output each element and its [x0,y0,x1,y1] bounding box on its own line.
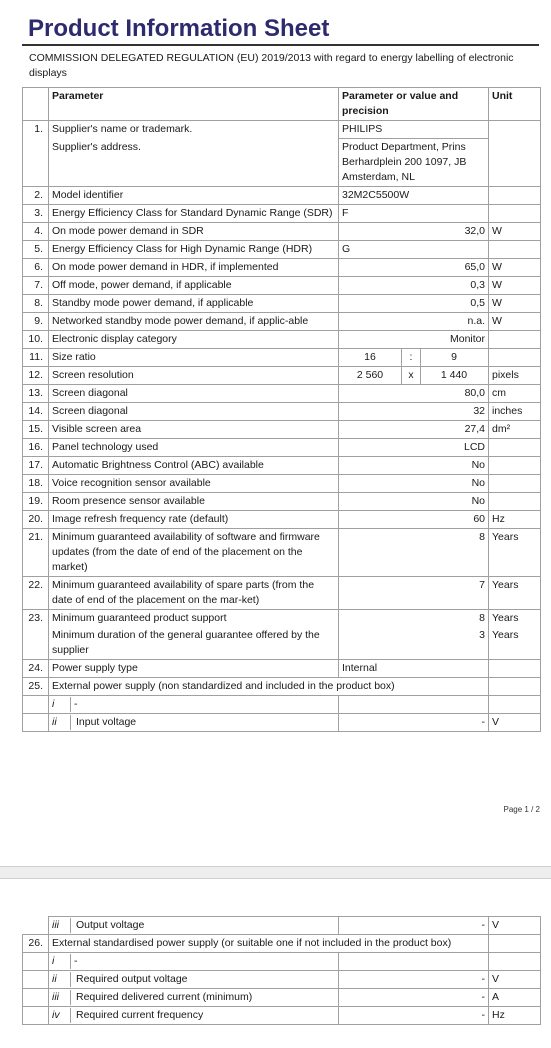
row-value: No [339,493,489,511]
row-unit [489,678,541,696]
row-value: 8 [339,529,489,577]
row-sub-parameter: Required current frequency [76,1009,204,1021]
row-parameter: Model identifier [49,187,339,205]
row-parameter: On mode power demand in HDR, if implemented [49,259,339,277]
row-parameter: Screen diagonal [49,403,339,421]
row-unit: Hz [489,511,541,529]
row-parameter [49,953,339,971]
row-parameter: Energy Efficiency Class for Standard Dynamic Range (SDR) [49,205,339,223]
resolution-separator: x [401,367,421,384]
row-unit [489,139,541,187]
table-row [23,1007,541,1025]
row-parameter: Supplier's address. [49,139,339,187]
row-parameter [49,971,339,989]
row-unit: Years [489,529,541,577]
row-unit [489,331,541,349]
resolution-height: 1 440 [440,369,468,381]
row-parameter: Automatic Brightness Control (ABC) available [49,457,339,475]
row-value: G [339,241,489,259]
row-number: 12. [23,367,49,385]
table-row [23,223,541,241]
row-parameter: Panel technology used [49,439,339,457]
row-number: 19. [23,493,49,511]
row-parameter: Energy Efficiency Class for High Dynamic Range (HDR) [49,241,339,259]
row-number: 1. [23,121,49,139]
row-number: 22. [23,577,49,610]
row-unit: A [489,989,541,1007]
row-parameter: Minimum guaranteed availability of spare parts (from the date of end of the placement on the mar-ket) [49,577,339,610]
row-number: 15. [23,421,49,439]
ratio-separator: : [401,349,421,366]
row-unit [489,439,541,457]
table-row [23,385,541,403]
row-value [339,696,489,714]
row-roman: ii [49,715,71,730]
header-parameter: Parameter [49,88,339,121]
row-unit [489,696,541,714]
row-number: 26. [23,935,49,953]
row-unit: pixels [489,367,541,385]
row-number [23,971,49,989]
table-row [23,313,541,331]
row-unit: Years [489,610,541,628]
row-unit [489,660,541,678]
row-parameter [49,989,339,1007]
row-unit: cm [489,385,541,403]
row-unit: dm² [489,421,541,439]
row-value: 0,5 [339,295,489,313]
title-divider [22,44,539,46]
row-value: - [339,971,489,989]
row-parameter: Minimum guaranteed availability of software and firmware updates (from the date of end of the placement on the market) [49,529,339,577]
row-roman: i [49,697,71,712]
row-parameter [49,917,339,935]
table-row [23,205,541,223]
row-parameter: On mode power demand in SDR [49,223,339,241]
row-parameter: Screen diagonal [49,385,339,403]
table-row [23,917,541,935]
table-row [23,660,541,678]
table-row [23,610,541,628]
table-row [23,403,541,421]
row-unit: V [489,917,541,935]
row-number [23,627,49,660]
row-value: 8 [339,610,489,628]
row-value: Product Department, Prins Berhardplein 200 1097, JB Amsterdam, NL [339,139,489,187]
table-row [23,187,541,205]
table-row [23,295,541,313]
row-parameter: External power supply (non standardized and included in the product box) [49,678,489,696]
row-sub-parameter: - [74,955,78,967]
row-number [23,953,49,971]
header-unit: Unit [489,88,541,121]
row-number: 24. [23,660,49,678]
row-unit: inches [489,403,541,421]
row-value: 7 [339,577,489,610]
row-number: 21. [23,529,49,577]
row-parameter: External standardised power supply (or suitable one if not included in the product box) [49,935,489,953]
row-parameter: Room presence sensor available [49,493,339,511]
row-number: 6. [23,259,49,277]
table-row [23,678,541,696]
table-row [23,935,541,953]
row-parameter: Minimum duration of the general guarantee offered by the supplier [49,627,339,660]
row-sub-parameter: Output voltage [76,919,145,931]
table-row [23,349,541,367]
row-value: 32M2C5500W [339,187,489,205]
ratio-height: 9 [451,351,457,363]
table-row [23,989,541,1007]
row-unit [489,205,541,223]
row-value: 60 [339,511,489,529]
page-title: Product Information Sheet [28,15,330,42]
row-unit [489,121,541,139]
row-parameter: Screen resolution [49,367,339,385]
row-unit: W [489,259,541,277]
row-parameter: Off mode, power demand, if applicable [49,277,339,295]
row-value: LCD [339,439,489,457]
row-value: - [339,1007,489,1025]
row-number: 20. [23,511,49,529]
row-value [339,953,489,971]
row-unit [489,475,541,493]
row-unit: W [489,313,541,331]
table-row [23,241,541,259]
row-number: 7. [23,277,49,295]
row-roman: iv [49,1008,71,1023]
row-unit: Hz [489,1007,541,1025]
row-number: 11. [23,349,49,367]
table-row [23,714,541,732]
row-roman: iii [49,990,71,1005]
row-parameter [49,1007,339,1025]
row-unit: V [489,971,541,989]
table-row [23,953,541,971]
row-value: - [339,714,489,732]
table-row [23,367,541,385]
table-row [23,277,541,295]
row-number: 23. [23,610,49,628]
table-row [23,971,541,989]
table-row [23,259,541,277]
row-parameter: Electronic display category [49,331,339,349]
row-sub-parameter: Required output voltage [76,973,188,985]
table-row [23,577,541,610]
row-number: 4. [23,223,49,241]
row-unit [489,457,541,475]
row-number: 17. [23,457,49,475]
row-unit [489,241,541,259]
row-parameter: Networked standby mode power demand, if applic-able [49,313,339,331]
row-value: 32 [339,403,489,421]
row-number: 18. [23,475,49,493]
row-parameter: Visible screen area [49,421,339,439]
row-unit: V [489,714,541,732]
row-number: 10. [23,331,49,349]
row-number [23,714,49,732]
table-row [23,529,541,577]
row-value: - [339,917,489,935]
row-parameter [49,714,339,732]
row-unit: W [489,277,541,295]
row-parameter: Power supply type [49,660,339,678]
page-number: Page 1 / 2 [503,805,540,814]
row-value: Internal [339,660,489,678]
row-sub-parameter: - [74,698,78,710]
row-number [23,989,49,1007]
row-sub-parameter: Input voltage [76,716,137,728]
table-row [23,457,541,475]
row-unit [489,493,541,511]
row-value [339,367,489,385]
row-value: 32,0 [339,223,489,241]
row-number [23,917,49,935]
table-row [23,475,541,493]
header-num [23,88,49,121]
table-header-row [23,88,541,121]
row-number: 14. [23,403,49,421]
row-unit: Years [489,577,541,610]
row-value: 0,3 [339,277,489,295]
header-value: Parameter or value and precision [339,88,489,121]
row-number: 2. [23,187,49,205]
resolution-width: 2 560 [356,369,384,381]
row-parameter: Minimum guaranteed product support [49,610,339,628]
row-unit [489,935,541,953]
row-parameter: Standby mode power demand, if applicable [49,295,339,313]
table-row [23,421,541,439]
row-value [339,349,489,367]
row-number: 13. [23,385,49,403]
row-number: 8. [23,295,49,313]
table-row [23,331,541,349]
row-parameter: Supplier's name or trademark. [49,121,339,139]
row-roman: ii [49,972,71,987]
row-number: 16. [23,439,49,457]
row-value: Monitor [339,331,489,349]
row-unit [489,187,541,205]
row-parameter: Size ratio [49,349,339,367]
table-row [23,139,541,187]
row-parameter: Image refresh frequency rate (default) [49,511,339,529]
row-value: 27,4 [339,421,489,439]
product-info-table-continued [22,916,541,1025]
row-unit [489,349,541,367]
row-value: 80,0 [339,385,489,403]
row-roman: i [49,954,71,969]
row-number: 9. [23,313,49,331]
row-parameter [49,696,339,714]
row-value: 3 [339,627,489,660]
page-break [0,866,551,879]
row-unit: W [489,295,541,313]
row-value: - [339,989,489,1007]
row-parameter: Voice recognition sensor available [49,475,339,493]
row-value: 65,0 [339,259,489,277]
product-info-table [22,87,541,732]
ratio-width: 16 [364,351,376,363]
row-sub-parameter: Required delivered current (minimum) [76,991,253,1003]
row-unit: Years [489,627,541,660]
row-number: 3. [23,205,49,223]
row-roman: iii [49,918,71,933]
row-value: n.a. [339,313,489,331]
table-row [23,696,541,714]
table-row [23,439,541,457]
table-row [23,511,541,529]
row-unit: W [489,223,541,241]
row-number: 5. [23,241,49,259]
row-value: No [339,457,489,475]
table-row [23,627,541,660]
table-row [23,493,541,511]
row-value: No [339,475,489,493]
row-number: 25. [23,678,49,696]
row-unit [489,953,541,971]
table-row [23,121,541,139]
row-number [23,1007,49,1025]
row-value: F [339,205,489,223]
row-number [23,139,49,187]
row-number [23,696,49,714]
regulation-text: COMMISSION DELEGATED REGULATION (EU) 2019/2013 with regard to energy labelling of electronic displays [29,52,514,79]
row-value: PHILIPS [339,121,489,139]
